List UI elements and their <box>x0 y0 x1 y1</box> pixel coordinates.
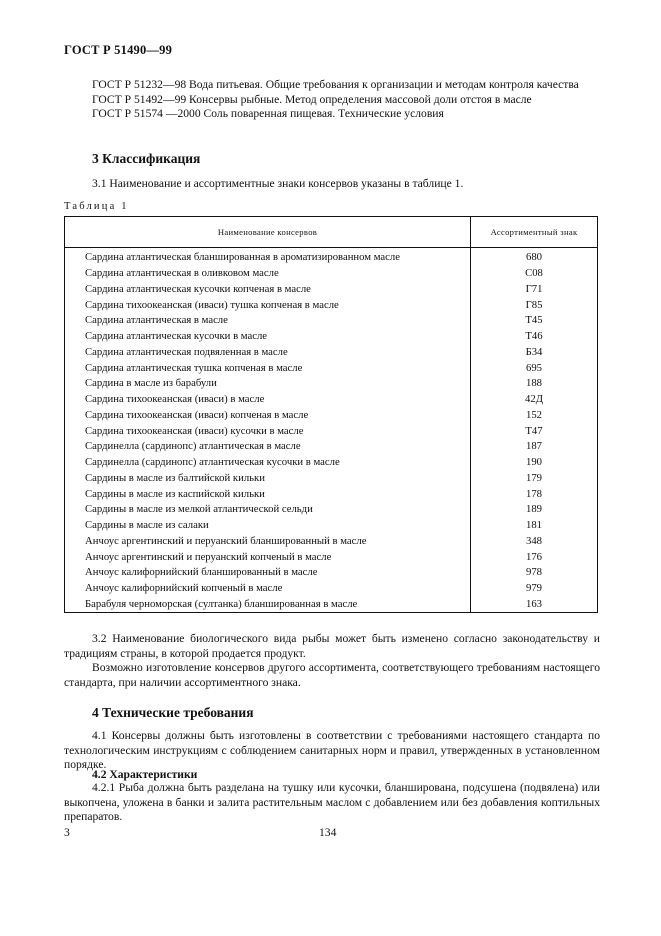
column-header-code: Ассортиментный знак <box>471 217 598 248</box>
table-row <box>65 360 598 376</box>
table-row <box>65 455 598 471</box>
table-row <box>65 502 598 518</box>
assortment-code-cell: 176 <box>471 549 598 565</box>
product-name-cell: Сардина тихоокеанская (иваси) в масле <box>65 392 471 408</box>
product-name-cell: Сардинелла (сардинопс) атлантическая в масле <box>65 439 471 455</box>
paragraph-3-1: 3.1 Наименование и ассортиментные знаки консервов указаны в таблице 1. <box>92 177 464 190</box>
assortment-code-cell: Б34 <box>471 345 598 361</box>
product-name-cell: Анчоус калифорнийский бланшированный в масле <box>65 565 471 581</box>
product-name-cell: Сардины в масле из салаки <box>65 518 471 534</box>
assortment-code-cell: 979 <box>471 581 598 597</box>
assortment-code-cell: 163 <box>471 597 598 613</box>
product-name-cell: Сардина в масле из барабули <box>65 376 471 392</box>
page-number-left: 3 <box>64 826 70 839</box>
assortment-code-cell: 42Д <box>471 392 598 408</box>
product-name-cell: Сардины в масле из балтийской кильки <box>65 471 471 487</box>
section-3-heading: 3 Классификация <box>92 151 201 166</box>
product-name-cell: Анчоус аргентинский и перуанский копченый в масле <box>65 549 471 565</box>
assortment-code-cell: 187 <box>471 439 598 455</box>
assortment-code-cell: Т46 <box>471 329 598 345</box>
product-name-cell: Анчоус калифорнийский копченый в масле <box>65 581 471 597</box>
table-row <box>65 549 598 565</box>
assortment-code-cell: 680 <box>471 248 598 266</box>
product-name-cell: Барабуля черноморская (султанка) бланшированная в масле <box>65 597 471 613</box>
reference-item: ГОСТ Р 51492—99 Консервы рыбные. Метод определения массовой доли отстоя в масле <box>92 92 532 106</box>
product-name-cell: Сардины в масле из каспийской кильки <box>65 486 471 502</box>
table-row <box>65 423 598 439</box>
table-caption: Таблица 1 <box>64 201 129 212</box>
product-name-cell: Сардина тихоокеанская (иваси) кусочки в масле <box>65 423 471 439</box>
table-row <box>65 518 598 534</box>
table-row <box>65 329 598 345</box>
product-name-cell: Сардина тихоокеанская (иваси) тушка копченая в масле <box>65 297 471 313</box>
product-name-cell: Сардина атлантическая тушка копченая в масле <box>65 360 471 376</box>
product-name-cell: Сардина атлантическая кусочки копченая в масле <box>65 282 471 298</box>
table-row <box>65 248 598 266</box>
table-row <box>65 376 598 392</box>
paragraph-3-2: 3.2 Наименование биологического вида рыбы может быть изменено согласно законодательству и традициям страны, в которой продается продукт. Возможно изготовление консервов другого ассортимента, соответствующего требованиям настоящего стандарта, при наличии ассортиментного знака. <box>64 632 600 689</box>
assortment-code-cell: Г85 <box>471 297 598 313</box>
reference-item: ГОСТ Р 51232—98 Вода питьевая. Общие требования к организации и методам контроля качества <box>92 78 579 91</box>
paragraph-4-1: 4.1 Консервы должны быть изготовлены в соответствии с требованиями настоящего стандарта по технологическим инструкциям с соблюдением санитарных норм и правил, утвержденных в установленном порядке. <box>64 729 600 772</box>
table-row <box>65 581 598 597</box>
table-row <box>65 297 598 313</box>
assortment-code-cell: 181 <box>471 518 598 534</box>
product-name-cell: Сардины в масле из мелкой атлантической сельди <box>65 502 471 518</box>
table-row <box>65 597 598 613</box>
table-row <box>65 345 598 361</box>
product-name-cell: Сардина атлантическая кусочки в масле <box>65 329 471 345</box>
table-row <box>65 471 598 487</box>
product-name-cell: Сардина тихоокеанская (иваси) копченая в масле <box>65 408 471 424</box>
document-header: ГОСТ Р 51490—99 <box>64 43 173 57</box>
assortment-code-cell: 189 <box>471 502 598 518</box>
assortment-code-cell: Г71 <box>471 282 598 298</box>
normative-references <box>64 78 600 122</box>
section-4-heading: 4 Технические требования <box>92 705 254 720</box>
product-name-cell: Анчоус аргентинский и перуанский бланшированный в масле <box>65 534 471 550</box>
table-row <box>65 392 598 408</box>
product-name-cell: Сардина атлантическая в масле <box>65 313 471 329</box>
table-row <box>65 439 598 455</box>
assortment-code-cell: 695 <box>471 360 598 376</box>
assortment-code-cell: С08 <box>471 266 598 282</box>
assortment-code-cell: Т45 <box>471 313 598 329</box>
table-row <box>65 486 598 502</box>
subsection-4-2-heading: 4.2 Характеристики <box>92 768 198 781</box>
assortment-code-cell: 188 <box>471 376 598 392</box>
assortment-code-cell: 348 <box>471 534 598 550</box>
assortment-table <box>64 216 598 613</box>
assortment-code-cell: 178 <box>471 486 598 502</box>
paragraph-4-2-1: 4.2.1 Рыба должна быть разделана на тушку или кусочки, бланширована, подсушена (подвялена) или выкопчена, уложена в банки и залита растительным маслом с добавлением или без добавления коптильных препаратов. <box>64 781 600 824</box>
assortment-code-cell: 179 <box>471 471 598 487</box>
product-name-cell: Сардина атлантическая бланшированная в ароматизированном масле <box>65 248 471 266</box>
product-name-cell: Сардинелла (сардинопс) атлантическая кусочки в масле <box>65 455 471 471</box>
column-header-name: Наименование консервов <box>65 217 471 248</box>
product-name-cell: Сардина атлантическая в оливковом масле <box>65 266 471 282</box>
table-row <box>65 565 598 581</box>
assortment-code-cell: 152 <box>471 408 598 424</box>
page-number-center: 134 <box>319 826 337 839</box>
assortment-code-cell: 978 <box>471 565 598 581</box>
table-row <box>65 313 598 329</box>
table-row <box>65 266 598 282</box>
table-row <box>65 282 598 298</box>
reference-item: ГОСТ Р 51574 —2000 Соль поваренная пищевая. Технические условия <box>92 107 444 121</box>
table-row <box>65 408 598 424</box>
table-body <box>65 248 598 613</box>
product-name-cell: Сардина атлантическая подвяленная в масле <box>65 345 471 361</box>
assortment-code-cell: 190 <box>471 455 598 471</box>
table-row <box>65 534 598 550</box>
assortment-code-cell: Т47 <box>471 423 598 439</box>
